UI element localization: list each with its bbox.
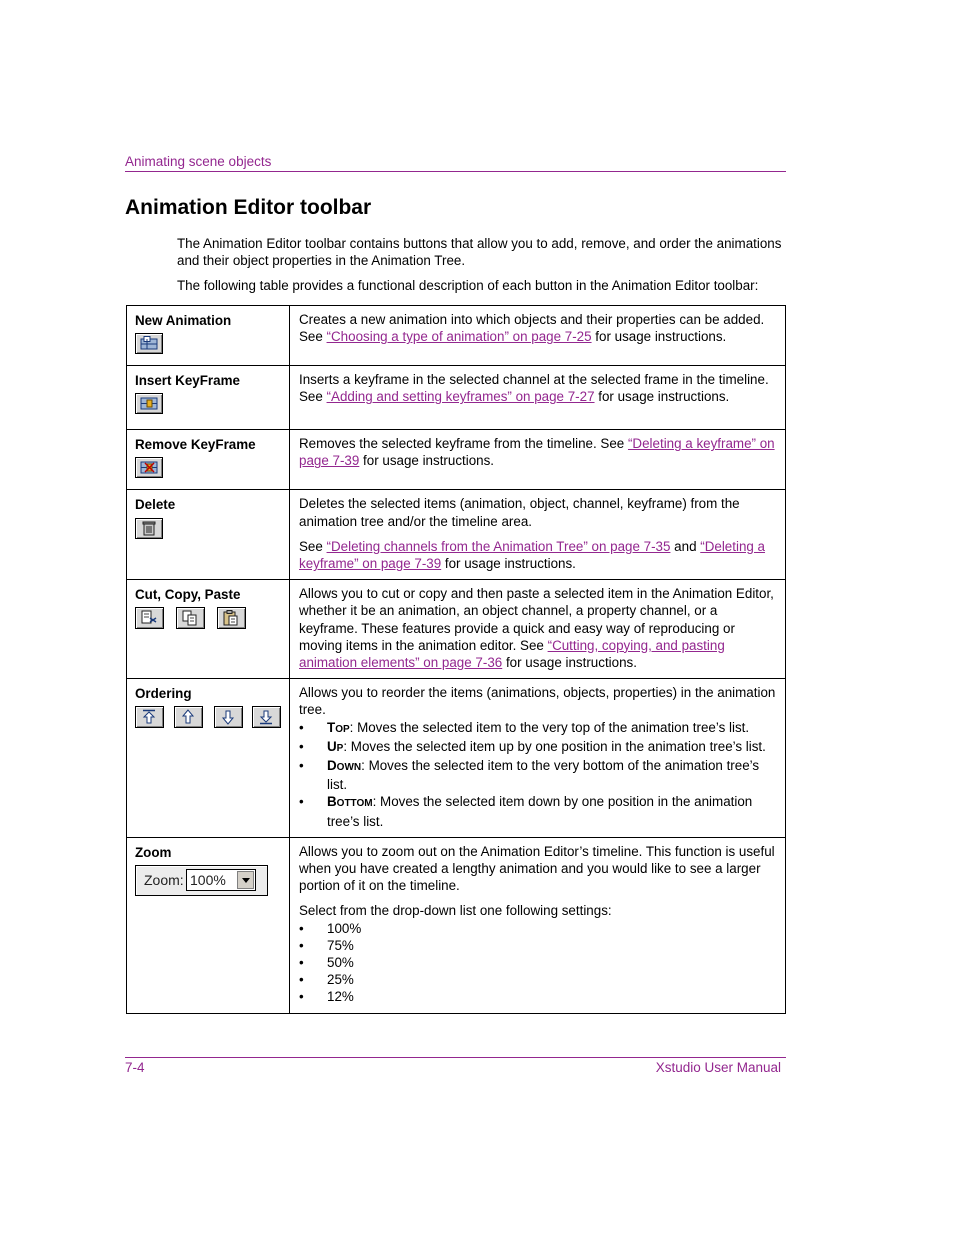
paste-icon[interactable]: [217, 607, 246, 629]
button-cell: [127, 580, 290, 679]
list-item: • 75%: [299, 937, 777, 954]
chevron-down-icon[interactable]: [237, 871, 254, 889]
manual-title: Xstudio User Manual: [655, 1060, 781, 1075]
list-item: • 100%: [299, 920, 777, 937]
table-row: [127, 837, 786, 1013]
page-title: Animation Editor toolbar: [125, 196, 372, 219]
cross-reference-link[interactable]: “Deleting a keyframe” on page 7-39: [299, 538, 766, 572]
list-item: • 50%: [299, 954, 777, 971]
list-term: TOP: [327, 719, 350, 735]
description-cell: [290, 366, 786, 430]
description-text: and: [670, 538, 701, 554]
zoom-options-list: [299, 920, 777, 1006]
table-row: [127, 580, 786, 679]
list-term: BOTTOM: [327, 794, 373, 810]
zoom-label: Zoom:: [144, 872, 184, 889]
description-text: Inserts a keyframe in the selected channel at the selected frame in the timeline. See: [299, 372, 769, 405]
intro-paragraph: The following table provides a functional description of each button in the Animation Editor toolbar:: [177, 277, 759, 293]
description-text: for usage instructions.: [359, 453, 495, 469]
footer-rule: [125, 1057, 786, 1058]
table-row: [127, 306, 786, 366]
description-cell: [290, 580, 786, 679]
intro-paragraph: The Animation Editor toolbar contains buttons that allow you to add, remove, and order the animations and their object properties in the Animation Tree.: [177, 236, 782, 269]
move-top-icon[interactable]: [135, 706, 164, 728]
zoom-dropdown[interactable]: [186, 869, 256, 891]
move-up-icon[interactable]: [174, 706, 203, 728]
button-name: New Animation: [135, 313, 232, 328]
list-item: [299, 719, 777, 738]
description-paragraph: Allows you to zoom out on the Animation Editor’s timeline. This function is useful when you have created a lengthy animation and you would like to see a larger portion of it on the timeline.: [299, 843, 775, 894]
description-cell: [290, 837, 786, 1013]
new-animation-icon[interactable]: [135, 333, 163, 354]
description-text: for usage instructions.: [502, 655, 637, 671]
description-text: Removes the selected keyframe from the timeline. See: [299, 436, 628, 452]
list-item: [299, 757, 777, 793]
ordering-list: [299, 719, 777, 830]
button-name: Remove KeyFrame: [135, 437, 256, 453]
move-down-icon[interactable]: [214, 706, 243, 728]
list-desc: : Moves the selected item up by one position in the animation tree’s list.: [343, 738, 766, 754]
button-cell: [127, 679, 290, 838]
description-cell: [290, 679, 786, 838]
description-paragraph: Allows you to reorder the items (animations, objects, properties) in the animation tree.: [299, 685, 776, 718]
list-item: [299, 793, 777, 829]
cross-reference-link[interactable]: “Choosing a type of animation” on page 7-25: [326, 329, 592, 345]
cross-reference-link[interactable]: “Adding and setting keyframes” on page 7-27: [326, 389, 595, 405]
page-number: 7-4: [125, 1060, 145, 1075]
description-cell: [290, 490, 786, 580]
cross-reference-link[interactable]: “Deleting a keyframe” on page 7-39: [299, 436, 775, 469]
description-paragraph: Select from the drop-down list one following settings:: [299, 903, 612, 919]
cross-reference-link[interactable]: “Deleting channels from the Animation Tree” on page 7-35: [326, 538, 671, 554]
button-name: Zoom: [135, 844, 172, 860]
description-text: for usage instructions.: [441, 556, 576, 572]
button-name: Delete: [135, 497, 176, 513]
list-desc: : Moves the selected item down by one position in the animation tree’s list.: [327, 794, 753, 829]
description-cell: [290, 306, 786, 366]
list-desc: : Moves the selected item to the very top of the animation tree’s list.: [349, 719, 750, 735]
description-text: for usage instructions.: [591, 329, 727, 345]
list-desc: : Moves the selected item to the very bottom of the animation tree’s list.: [327, 758, 760, 793]
cross-reference-link[interactable]: “Cutting, copying, and pasting animation elements” on page 7-36: [299, 637, 725, 671]
list-item: [299, 738, 777, 757]
table-row: [127, 490, 786, 580]
button-cell: [127, 837, 290, 1013]
button-cell: [127, 490, 290, 580]
description-text: Allows you to cut or copy and then paste a selected item in the Animation Editor, whether it be an animation, an object channel, a property channel, or a keyframe. These features provide a quick and easy way of reproducing or moving items in the animation editor. See: [299, 586, 774, 653]
description-text: See: [299, 538, 327, 554]
remove-keyframe-icon[interactable]: [135, 457, 163, 478]
button-cell: [127, 306, 290, 366]
table-row: [127, 430, 786, 490]
description-paragraph: [299, 538, 777, 572]
insert-keyframe-icon[interactable]: [135, 393, 163, 414]
description-paragraph: Deletes the selected items (animation, object, channel, keyframe) from the animation tree and/or the timeline area.: [299, 496, 740, 529]
toolbar-function-table: [126, 305, 786, 1014]
button-name: Insert KeyFrame: [135, 373, 240, 389]
button-name: Cut, Copy, Paste: [135, 587, 241, 603]
list-item: • 25%: [299, 971, 777, 988]
move-bottom-icon[interactable]: [252, 706, 281, 728]
running-header: Animating scene objects: [125, 154, 786, 172]
list-term: DOWN: [327, 758, 362, 774]
zoom-control: [135, 865, 268, 896]
description-text: Creates a new animation into which objects and their properties can be added. See: [299, 312, 765, 345]
intro-section: [177, 235, 789, 301]
button-name: Ordering: [135, 686, 192, 702]
list-term: UP: [327, 738, 344, 754]
copy-icon[interactable]: [176, 607, 205, 629]
trash-icon[interactable]: [135, 518, 163, 539]
list-item: • 12%: [299, 988, 777, 1005]
description-text: for usage instructions.: [594, 389, 730, 405]
table-row: [127, 366, 786, 430]
description-cell: [290, 430, 786, 490]
button-cell: [127, 366, 290, 430]
table-row: [127, 679, 786, 838]
zoom-value: 100%: [190, 872, 226, 889]
button-cell: [127, 430, 290, 490]
cut-icon[interactable]: [135, 607, 164, 629]
